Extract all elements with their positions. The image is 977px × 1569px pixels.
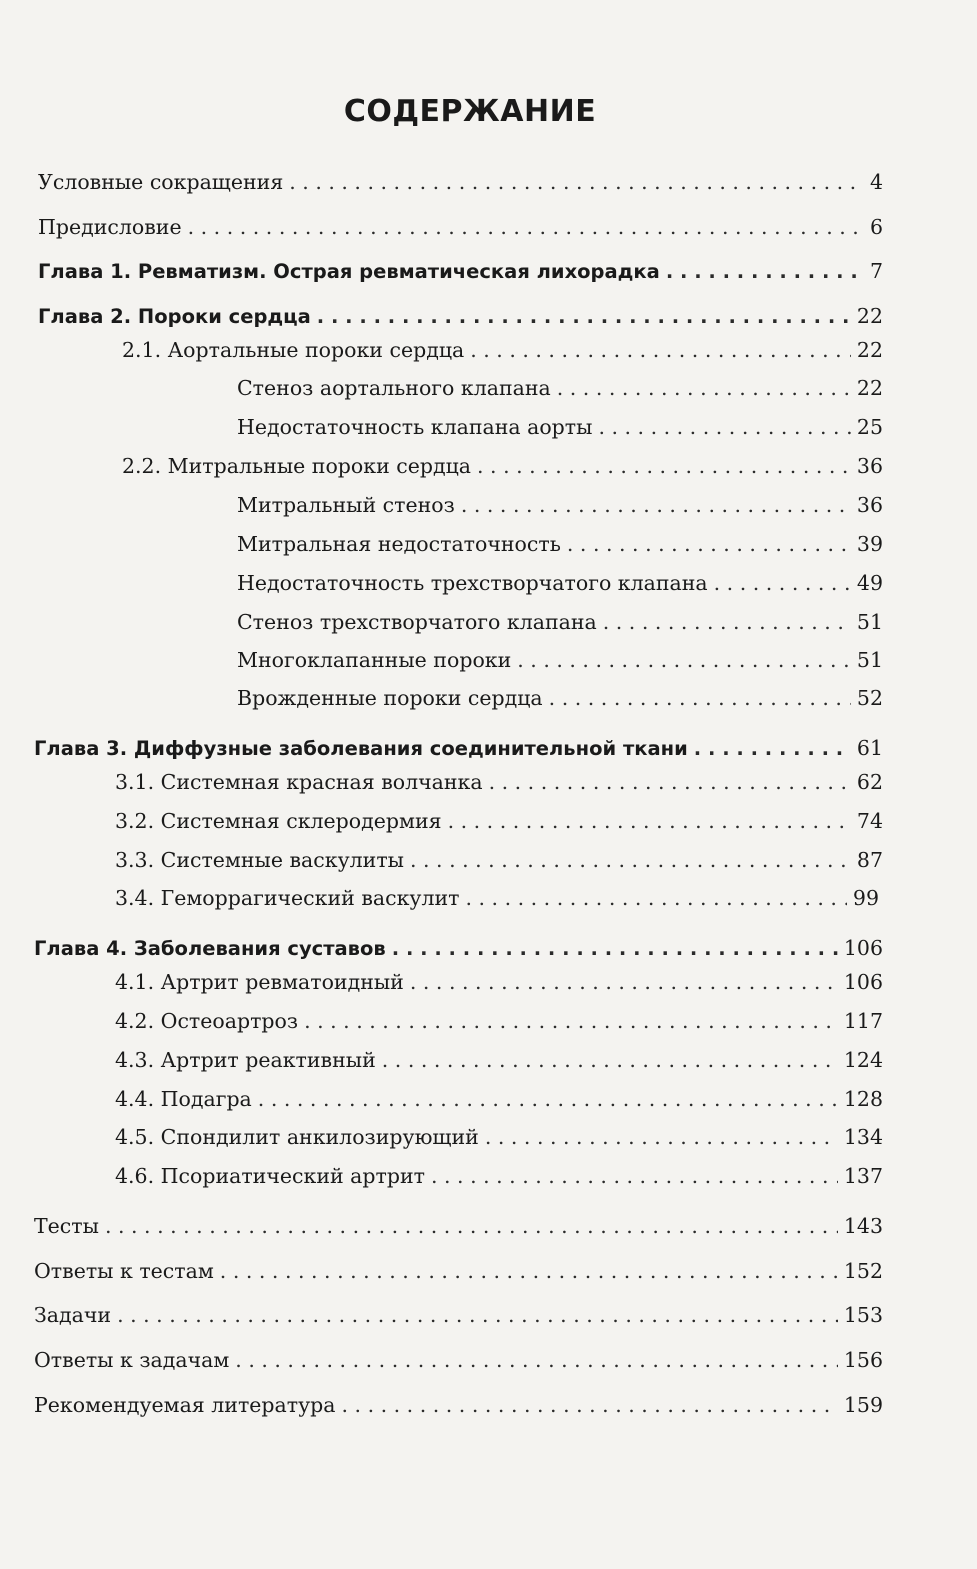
dot-leader xyxy=(666,260,864,283)
dot-leader xyxy=(567,532,851,556)
toc-section-entry[interactable] xyxy=(122,338,883,370)
toc-entry-page: 22 xyxy=(856,376,883,400)
toc-entry-page: 51 xyxy=(856,648,883,672)
toc-entry-label: 3.2. Системная склеродермия xyxy=(115,809,442,833)
toc-entry-label: 4.3. Артрит реактивный xyxy=(115,1048,376,1072)
toc-entry[interactable] xyxy=(34,1348,883,1380)
toc-entry-label: Рекомендуемая литература xyxy=(34,1393,336,1417)
toc-entry-page: 25 xyxy=(856,415,883,439)
toc-entry-label: 3.3. Системные васкулиты xyxy=(115,848,404,872)
toc-section-entry[interactable] xyxy=(115,1048,883,1080)
toc-entry-page: 159 xyxy=(843,1393,883,1417)
dot-leader xyxy=(392,937,838,960)
toc-section-entry[interactable] xyxy=(115,848,883,880)
toc-subsection-entry[interactable] xyxy=(237,610,883,642)
toc-entry-page: 87 xyxy=(856,848,883,872)
dot-leader xyxy=(477,454,851,478)
toc-entry-page: 22 xyxy=(856,304,883,328)
toc-entry-page: 49 xyxy=(856,571,883,595)
dot-leader xyxy=(258,1087,838,1111)
toc-section-entry[interactable] xyxy=(115,1125,883,1157)
dot-leader xyxy=(517,648,851,672)
toc-subsection-entry[interactable] xyxy=(237,493,883,525)
toc-entry-label: 2.1. Аортальные пороки сердца xyxy=(122,338,465,362)
toc-entry-label: Условные сокращения xyxy=(38,170,284,194)
toc-entry-label: Недостаточность клапана аорты xyxy=(237,415,593,439)
toc-entry-page: 52 xyxy=(856,686,883,710)
page-title: СОДЕРЖАНИЕ xyxy=(343,94,597,129)
toc-entry-page: 106 xyxy=(843,936,883,960)
toc-entry-page: 124 xyxy=(843,1048,883,1072)
toc-entry-label: Задачи xyxy=(34,1303,112,1327)
toc-entry-label: Ответы к задачам xyxy=(34,1348,230,1372)
toc-subsection-entry[interactable] xyxy=(237,648,883,680)
dot-leader xyxy=(431,1164,838,1188)
dot-leader xyxy=(714,571,851,595)
toc-entry-page: 143 xyxy=(843,1214,883,1238)
dot-leader xyxy=(549,686,851,710)
toc-chapter-entry[interactable] xyxy=(34,936,883,968)
toc-entry-label: Митральная недостаточность xyxy=(237,532,561,556)
toc-entry-label: Митральный стеноз xyxy=(237,493,455,517)
toc-entry-label: Стеноз аортального клапана xyxy=(237,376,551,400)
toc-section-entry[interactable] xyxy=(115,886,879,918)
toc-entry-page: 36 xyxy=(856,493,883,517)
toc-entry-label: 3.1. Системная красная волчанка xyxy=(115,770,483,794)
dot-leader xyxy=(105,1214,838,1238)
toc-entry-page: 6 xyxy=(869,215,883,239)
dot-leader xyxy=(117,1303,838,1327)
toc-entry-page: 39 xyxy=(856,532,883,556)
dot-leader xyxy=(694,737,851,760)
dot-leader xyxy=(220,1259,838,1283)
toc-entry-label: Глава 3. Диффузные заболевания соединительной ткани xyxy=(34,737,688,760)
toc-entry[interactable] xyxy=(34,1214,883,1246)
toc-entry-label: 4.1. Артрит ревматоидный xyxy=(115,970,404,994)
toc-subsection-entry[interactable] xyxy=(237,376,883,408)
dot-leader xyxy=(342,1393,838,1417)
toc-chapter-entry[interactable] xyxy=(38,304,883,336)
toc-section-entry[interactable] xyxy=(115,809,883,841)
toc-entry-label: 4.2. Остеоартроз xyxy=(115,1009,299,1033)
toc-section-entry[interactable] xyxy=(115,770,883,802)
dot-leader xyxy=(317,305,851,328)
toc-entry-page: 106 xyxy=(843,970,883,994)
dot-leader xyxy=(410,970,838,994)
toc-section-entry[interactable] xyxy=(115,1087,883,1119)
toc-section-entry[interactable] xyxy=(115,1009,883,1041)
toc-entry-label: 3.4. Геморрагический васкулит xyxy=(115,886,460,910)
toc-section-entry[interactable] xyxy=(115,1164,883,1196)
dot-leader xyxy=(557,376,851,400)
toc-entry-label: Стеноз трехстворчатого клапана xyxy=(237,610,597,634)
toc-entry-label: Глава 2. Пороки сердца xyxy=(38,305,311,328)
toc-section-entry[interactable] xyxy=(122,454,883,486)
toc-entry-label: Предисловие xyxy=(38,215,182,239)
toc-entry-page: 62 xyxy=(856,770,883,794)
toc-entry-page: 128 xyxy=(843,1087,883,1111)
dot-leader xyxy=(188,215,864,239)
toc-entry[interactable] xyxy=(34,1303,883,1335)
dot-leader xyxy=(598,415,850,439)
toc-entry-label: Недостаточность трехстворчатого клапана xyxy=(237,571,708,595)
toc-entry-page: 153 xyxy=(843,1303,883,1327)
toc-entry-page: 152 xyxy=(843,1259,883,1283)
toc-entry-page: 99 xyxy=(852,886,879,910)
dot-leader xyxy=(410,848,851,872)
toc-entry[interactable] xyxy=(38,215,883,247)
toc-entry-page: 117 xyxy=(843,1009,883,1033)
toc-entry[interactable] xyxy=(34,1393,883,1425)
dot-leader xyxy=(304,1009,838,1033)
dot-leader xyxy=(448,809,851,833)
toc-entry-label: Глава 1. Ревматизм. Острая ревматическая лихорадка xyxy=(38,260,660,283)
toc-subsection-entry[interactable] xyxy=(237,571,883,603)
toc-entry-label: Ответы к тестам xyxy=(34,1259,214,1283)
toc-chapter-entry[interactable] xyxy=(38,259,883,291)
toc-entry-label: 4.5. Спондилит анкилозирующий xyxy=(115,1125,479,1149)
toc-entry-page: 74 xyxy=(856,809,883,833)
toc-entry-page: 134 xyxy=(843,1125,883,1149)
toc-entry-page: 4 xyxy=(869,170,883,194)
toc-subsection-entry[interactable] xyxy=(237,532,883,564)
toc-subsection-entry[interactable] xyxy=(237,415,883,447)
toc-entry-page: 51 xyxy=(856,610,883,634)
toc-entry-page: 156 xyxy=(843,1348,883,1372)
toc-entry-label: 2.2. Митральные пороки сердца xyxy=(122,454,472,478)
toc-entry-page: 22 xyxy=(856,338,883,362)
dot-leader xyxy=(470,338,851,362)
toc-entry[interactable] xyxy=(38,170,883,202)
toc-entry[interactable] xyxy=(34,1259,883,1291)
dot-leader xyxy=(461,493,851,517)
dot-leader xyxy=(382,1048,838,1072)
toc-entry-label: Врожденные пороки сердца xyxy=(237,686,543,710)
toc-entry-label: 4.4. Подагра xyxy=(115,1087,252,1111)
dot-leader xyxy=(489,770,851,794)
toc-entry-label: Глава 4. Заболевания суставов xyxy=(34,937,386,960)
dot-leader xyxy=(485,1125,838,1149)
toc-section-entry[interactable] xyxy=(115,970,883,1002)
dot-leader xyxy=(289,170,864,194)
toc-entry-page: 61 xyxy=(856,736,883,760)
dot-leader xyxy=(603,610,851,634)
toc-entry-label: Многоклапанные пороки xyxy=(237,648,512,672)
dot-leader xyxy=(465,886,846,910)
toc-entry-page: 137 xyxy=(843,1164,883,1188)
toc-entry-label: Тесты xyxy=(34,1214,99,1238)
dot-leader xyxy=(235,1348,838,1372)
toc-subsection-entry[interactable] xyxy=(237,686,883,718)
toc-chapter-entry[interactable] xyxy=(34,736,883,768)
toc-entry-page: 7 xyxy=(869,259,883,283)
toc-entry-page: 36 xyxy=(856,454,883,478)
toc-entry-label: 4.6. Псориатический артрит xyxy=(115,1164,425,1188)
